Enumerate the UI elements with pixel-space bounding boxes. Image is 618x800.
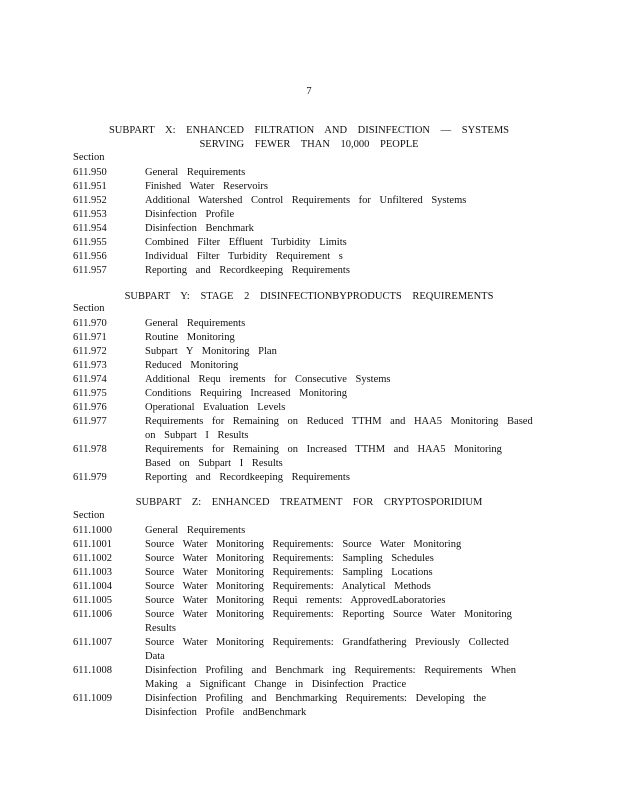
- section-title: Requirements for Remaining on Increased TTHM and HAA5 Monitoring Based on Subpart I Results: [145, 444, 502, 469]
- toc-row: [73, 387, 533, 401]
- section-number: 611.1004: [73, 581, 112, 592]
- section-number: 611.975: [73, 388, 107, 399]
- section-number: 611.976: [73, 402, 107, 413]
- section-title: Source Water Monitoring Requirements: Sampling Schedules: [145, 553, 434, 564]
- toc-row: [73, 401, 533, 415]
- section-label: Section: [73, 303, 105, 314]
- toc-row: [73, 373, 533, 387]
- section-number: 611.1008: [73, 665, 112, 676]
- section-number: 611.952: [73, 195, 107, 206]
- toc-row: [73, 524, 533, 538]
- toc-row: [73, 594, 533, 608]
- section-number: 611.974: [73, 374, 107, 385]
- section-number: 611.956: [73, 251, 107, 262]
- section-title: Finished Water Reservoirs: [145, 181, 268, 192]
- section-number: 611.1006: [73, 609, 112, 620]
- section-number: 611.955: [73, 237, 107, 248]
- section-number: 611.971: [73, 332, 107, 343]
- toc-row: [73, 566, 533, 580]
- section-number: 611.1001: [73, 539, 112, 550]
- section-title: General Requirements: [145, 318, 246, 329]
- section-title: Individual Filter Turbidity Requirement s: [145, 251, 343, 262]
- section-title: Source Water Monitoring Requi rements: ApprovedLaboratories: [145, 595, 446, 606]
- section-title: Additional Requ irements for Consecutive Systems: [145, 374, 391, 385]
- section-title: Source Water Monitoring Requirements: Reporting Source Water Monitoring Results: [145, 609, 512, 634]
- section-title: General Requirements: [145, 167, 246, 178]
- subpart-x-heading-line2: SERVING FEWER THAN 10,000 PEOPLE: [199, 139, 419, 150]
- section-number: 611.1005: [73, 595, 112, 606]
- toc-row: [73, 264, 533, 278]
- subpart-y-heading-line1: SUBPART Y: STAGE 2 DISINFECTIONBYPRODUCTS REQUIREMENTS: [124, 291, 494, 302]
- section-title: Routine Monitoring: [145, 332, 235, 343]
- section-number: 611.979: [73, 472, 107, 483]
- section-number: 611.970: [73, 318, 107, 329]
- subpart-z-heading: [0, 496, 618, 510]
- section-title: Reporting and Recordkeeping Requirements: [145, 472, 350, 483]
- section-number: 611.1003: [73, 567, 112, 578]
- toc-row: [73, 471, 533, 485]
- toc-row: [73, 359, 533, 373]
- toc-row: [73, 194, 533, 208]
- section-title: Disinfection Profiling and Benchmark ing Requirements: Requirements When Making a Significant Change in Disinfection Practice: [145, 665, 517, 690]
- subpart-x-heading-line1: SUBPART X: ENHANCED FILTRATION AND DISINFECTION — SYSTEMS: [108, 125, 510, 136]
- toc-row: [73, 580, 533, 594]
- section-title: Additional Watershed Control Requirements for Unfiltered Systems: [145, 195, 467, 206]
- section-number: 611.950: [73, 167, 107, 178]
- toc-row: [73, 692, 533, 720]
- section-title: Reduced Monitoring: [145, 360, 239, 371]
- toc-row: [73, 331, 533, 345]
- section-number: 611.1002: [73, 553, 112, 564]
- section-number: 611.954: [73, 223, 107, 234]
- toc-row: [73, 538, 533, 552]
- section-number: 611.957: [73, 265, 107, 276]
- section-number: 611.953: [73, 209, 107, 220]
- page-number: 7: [306, 86, 312, 97]
- toc-row: [73, 208, 533, 222]
- section-title: Disinfection Profiling and Benchmarking Requirements: Developing the Disinfection Profile andBenchmark: [145, 693, 487, 718]
- toc-row: [73, 236, 533, 250]
- section-number: 611.973: [73, 360, 107, 371]
- section-title: Reporting and Recordkeeping Requirements: [145, 265, 350, 276]
- section-number: 611.978: [73, 444, 107, 455]
- toc-row: [73, 664, 533, 692]
- section-number: 611.977: [73, 416, 107, 427]
- section-number: 611.972: [73, 346, 107, 357]
- section-title: Conditions Requiring Increased Monitoring: [145, 388, 348, 399]
- toc-row: [73, 222, 533, 236]
- section-title: Disinfection Benchmark: [145, 223, 254, 234]
- toc-row: [73, 317, 533, 331]
- section-title: General Requirements: [145, 525, 246, 536]
- section-title: Source Water Monitoring Requirements: Source Water Monitoring: [145, 539, 462, 550]
- section-title: Operational Evaluation Levels: [145, 402, 286, 413]
- section-title: Source Water Monitoring Requirements: Sampling Locations: [145, 567, 433, 578]
- section-title: Combined Filter Effluent Turbidity Limits: [145, 237, 347, 248]
- section-title: Source Water Monitoring Requirements: Analytical Methods: [145, 581, 431, 592]
- toc-row: [73, 608, 533, 636]
- subpart-y-heading: [0, 290, 618, 304]
- section-title: Disinfection Profile: [145, 209, 235, 220]
- section-title: Source Water Monitoring Requirements: Grandfathering Previously Collected Data: [145, 637, 509, 662]
- toc-row: [73, 166, 533, 180]
- section-label: Section: [73, 510, 105, 521]
- section-number: 611.1007: [73, 637, 112, 648]
- toc-row: [73, 636, 533, 664]
- toc-row: [73, 345, 533, 359]
- subpart-x-heading: [0, 124, 618, 152]
- section-number: 611.1009: [73, 693, 112, 704]
- toc-row: [73, 443, 533, 471]
- toc-row: [73, 250, 533, 264]
- section-number: 611.1000: [73, 525, 112, 536]
- section-title: Requirements for Remaining on Reduced TTHM and HAA5 Monitoring Based on Subpart I Results: [145, 416, 533, 441]
- toc-row: [73, 552, 533, 566]
- section-title: Subpart Y Monitoring Plan: [145, 346, 277, 357]
- subpart-z-heading-line1: SUBPART Z: ENHANCED TREATMENT FOR CRYPTOSPORIDIUM: [135, 497, 483, 508]
- toc-row: [73, 180, 533, 194]
- section-label: Section: [73, 152, 105, 163]
- toc-row: [73, 415, 533, 443]
- section-number: 611.951: [73, 181, 107, 192]
